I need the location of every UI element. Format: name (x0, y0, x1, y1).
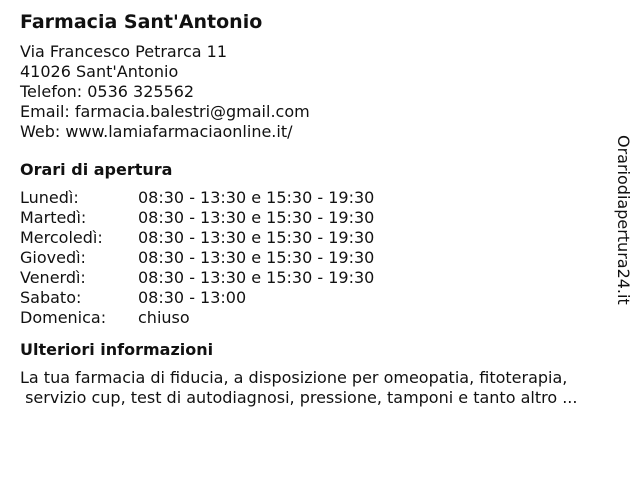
more-info-line-1: La tua farmacia di fiducia, a disposizione per omeopatia, fitoterapia, (20, 368, 568, 387)
time-range: 08:30 - 13:00 (138, 288, 247, 307)
contact-block (20, 42, 610, 142)
time-range: chiuso (138, 308, 190, 327)
time-range: 08:30 - 13:30 e 15:30 - 19:30 (138, 268, 375, 287)
opening-hours-table (20, 188, 610, 328)
pharmacy-name: Farmacia Sant'Antonio (20, 11, 263, 33)
address-city: 41026 Sant'Antonio (20, 62, 179, 81)
day-label: Mercoledì: (20, 228, 103, 247)
hours-row-sunday (20, 308, 610, 328)
email-address[interactable]: Email: farmacia.balestri@gmail.com (20, 102, 310, 121)
time-range: 08:30 - 13:30 e 15:30 - 19:30 (138, 248, 375, 267)
time-range: 08:30 - 13:30 e 15:30 - 19:30 (138, 188, 375, 207)
day-label: Lunedì: (20, 188, 79, 207)
day-label: Domenica: (20, 308, 107, 327)
pharmacy-card (20, 10, 610, 408)
hours-row-monday (20, 188, 610, 208)
time-range: 08:30 - 13:30 e 15:30 - 19:30 (138, 208, 375, 227)
day-label: Sabato: (20, 288, 82, 307)
watermark-text: Orariodiapertura24.it (614, 135, 633, 305)
day-label: Martedì: (20, 208, 87, 227)
hours-row-saturday (20, 288, 610, 308)
website-link[interactable]: Web: www.lamiafarmaciaonline.it/ (20, 122, 293, 141)
phone-number[interactable]: Telefon: 0536 325562 (20, 82, 195, 101)
site-watermark (612, 135, 634, 311)
more-info-title: Ulteriori informazioni (20, 340, 214, 359)
hours-row-tuesday (20, 208, 610, 228)
day-label: Venerdì: (20, 268, 86, 287)
more-info-text (20, 368, 610, 408)
hours-row-friday (20, 268, 610, 288)
time-range: 08:30 - 13:30 e 15:30 - 19:30 (138, 228, 375, 247)
opening-hours-title: Orari di apertura (20, 160, 173, 179)
address-street: Via Francesco Petrarca 11 (20, 42, 227, 61)
more-info-line-2: servizio cup, test di autodiagnosi, pressione, tamponi e tanto altro ... (20, 388, 578, 407)
hours-row-wednesday (20, 228, 610, 248)
day-label: Giovedì: (20, 248, 86, 267)
hours-row-thursday (20, 248, 610, 268)
